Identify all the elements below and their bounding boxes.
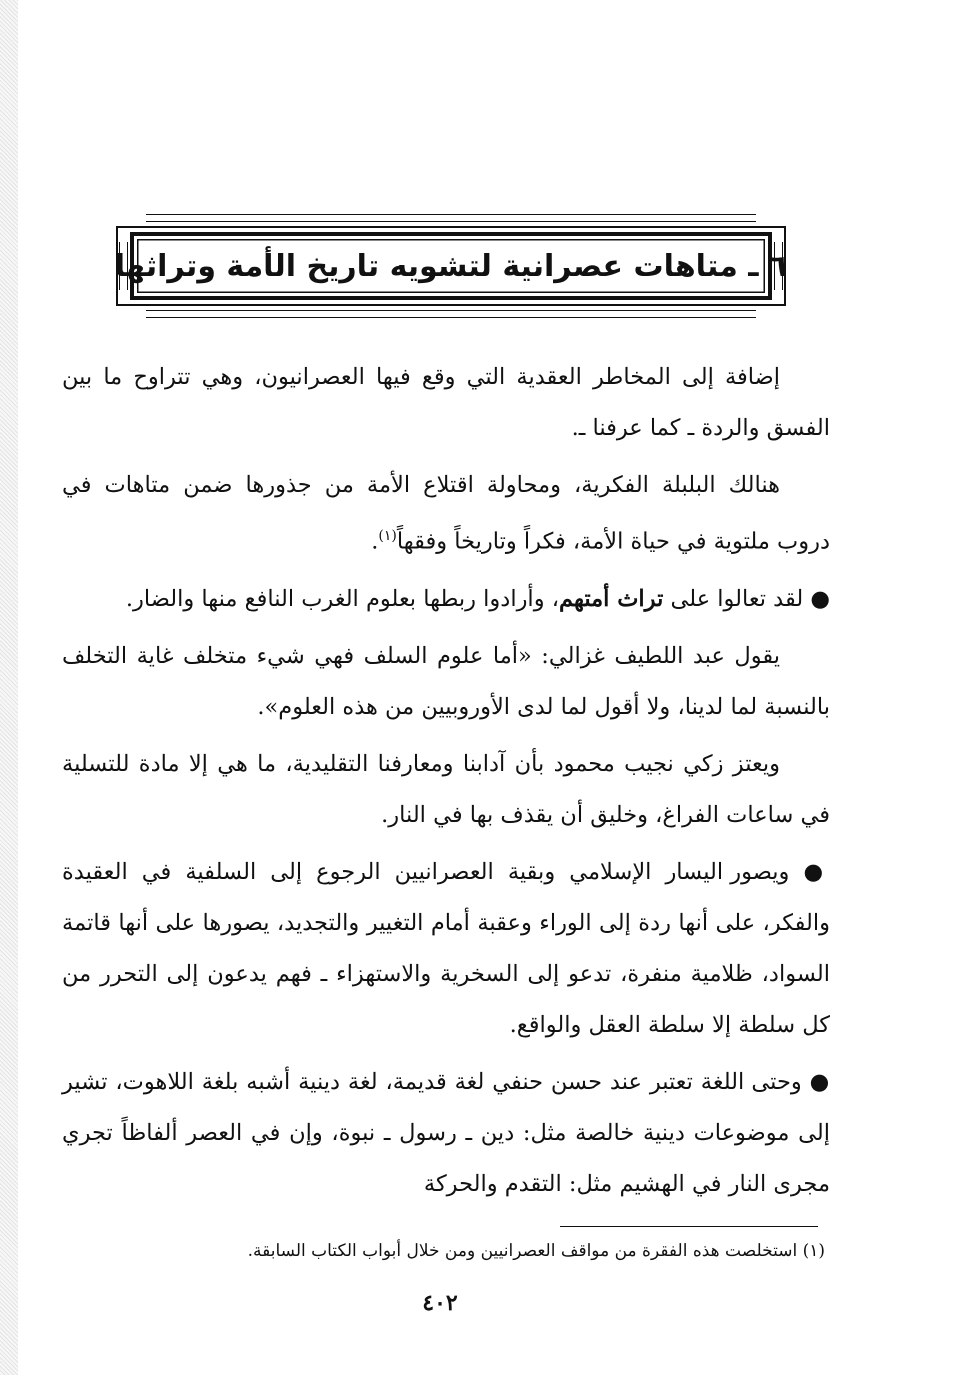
frame-inner-border: [114, 232, 788, 300]
chapter-heading-frame: [116, 214, 786, 318]
section-heading: ٦ ـ متاهات عصرانية لتشويه تاريخ الأمة وتراثها: [114, 248, 788, 284]
footnote-text: استخلصت هذه الفقرة من مواقف العصرانيين ومن خلال أبواب الكتاب السابقة.: [247, 1241, 798, 1261]
page-number: ٤٠٢: [422, 1290, 458, 1316]
footnote-marker: (١): [802, 1241, 825, 1261]
paragraph-5: [62, 739, 830, 841]
frame-top-rule: [146, 214, 756, 222]
bullet-icon: ●: [803, 858, 830, 885]
paragraph-2: [62, 460, 830, 568]
frame-bottom-rule: [146, 310, 756, 318]
paragraph-text: ويصور اليسار الإسلامي وبقية العصرانيين الرجوع إلى السلفية في العقيدة والفكر، على أنها ردة إلى الوراء وعقبة أمام التغيير والتجديد، يصورها على أنها قاتمة السواد، ظلامية منفرة، تدعو إلى السخرية والاستهزاء ـ فهم يدعون إلى التحرر من كل سلطة إلا سلطة العقل والواقع.: [62, 858, 830, 1038]
footnote-reference: (١): [378, 528, 397, 544]
footnote-separator: [560, 1226, 818, 1227]
paragraph-text: إضافة إلى المخاطر العقدية التي وقع فيها العصرانيون، وهي تتراوح ما بين الفسق والردة ـ كما عرفنا ـ.: [62, 364, 830, 441]
footnote: [90, 1238, 825, 1264]
paragraph-text: ويعتز زكي نجيب محمود بأن آدابنا ومعارفنا التقليدية، ما هي إلا مادة للتسلية في ساعات الفراغ، وخليق أن يقذف بها في النار.: [62, 750, 830, 828]
body-text: [62, 352, 830, 1216]
paragraph-1: [62, 352, 830, 454]
paragraph-text: وحتى اللغة تعتبر عند حسن حنفي لغة قديمة، لغة دينية أشبه بلغة اللاهوت، تشير إلى موضوعات دينية خالصة مثل: دين ـ رسول ـ نبوة، وإن في العصر ألفاظاً تجري مجرى النار في الهشيم مثل: التقدم والحركة: [62, 1068, 830, 1197]
scan-edge-shadow: [0, 0, 18, 1375]
paragraph-text: يقول عبد اللطيف غزالي: «أما علوم السلف فهي شيء متخلف غاية التخلف بالنسبة لما لدينا، ولا أقول لما لدى الأوروبيين من هذه العلوم».: [62, 642, 830, 720]
paragraph-end: .: [371, 528, 379, 555]
paragraph-text: هنالك البلبلة الفكرية، ومحاولة اقتلاع الأمة من جذورها ضمن متاهات في دروب ملتوية في حياة الأمة، فكراً وتاريخاً وفقهاً: [62, 472, 830, 555]
bullet-icon: ●: [809, 1068, 830, 1095]
paragraph-3: [62, 574, 830, 625]
paragraph-6: [62, 847, 830, 1051]
paragraph-text-continued: ، وأرادوا ربطها بعلوم الغرب النافع منها والضار.: [125, 585, 559, 612]
bullet-icon: ●: [810, 585, 830, 612]
paragraph-7: [62, 1057, 830, 1210]
paragraph-4: [62, 631, 830, 733]
emphasis-text: تراث أمتهم: [558, 585, 664, 612]
paragraph-text: لقد تعالوا على: [670, 585, 804, 612]
